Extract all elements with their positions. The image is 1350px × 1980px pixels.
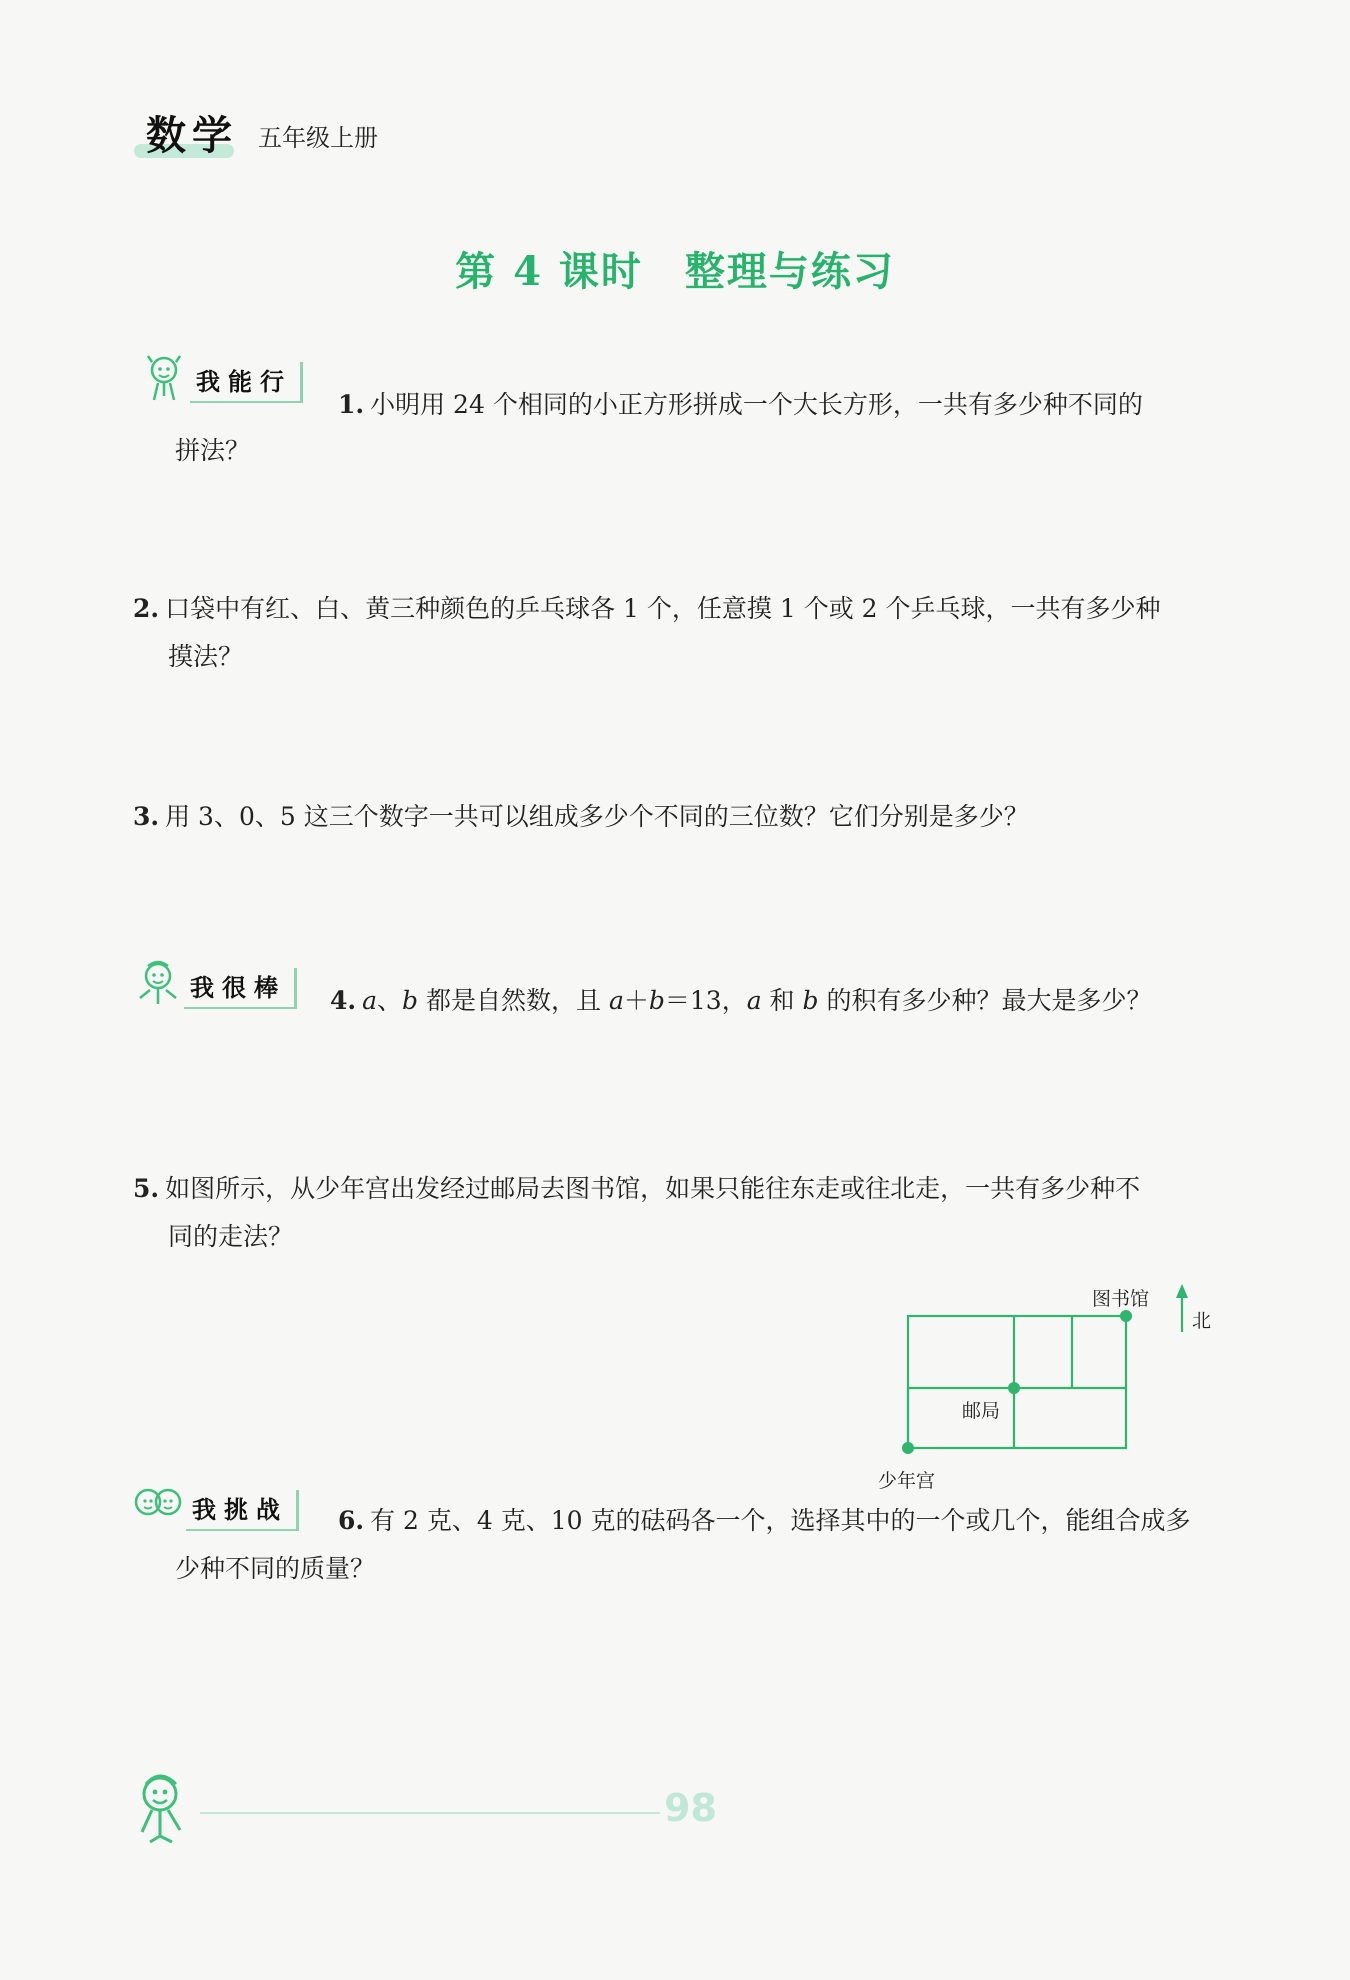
footer-mascot-icon bbox=[128, 1770, 198, 1846]
section-label: 我挑战 bbox=[186, 1490, 299, 1531]
section-label: 我能行 bbox=[190, 362, 303, 403]
cartoon-kid-icon bbox=[140, 352, 190, 412]
north-arrow-icon bbox=[1176, 1284, 1188, 1298]
question-6-line2: 少种不同的质量？ bbox=[175, 1554, 376, 1583]
subject-title: 数学 bbox=[146, 113, 238, 159]
north-label: 北 bbox=[1192, 1310, 1212, 1332]
grid-outline bbox=[908, 1316, 1126, 1448]
lesson-title: 第 4 课时 整理与练习 bbox=[455, 248, 895, 295]
question-1-line2: 拼法？ bbox=[175, 436, 251, 465]
cartoon-kids-icon bbox=[130, 1480, 186, 1540]
question-5-line2: 同的走法？ bbox=[168, 1222, 294, 1251]
section-badge-2 bbox=[134, 958, 297, 1018]
question-5-line1: 5. 如图所示，从少年宫出发经过邮局去图书馆，如果只能往东走或往北走，一共有多少种不 bbox=[133, 1174, 1141, 1203]
grade-label: 五年级上册 bbox=[258, 124, 378, 152]
footer-rule bbox=[200, 1812, 660, 1814]
youth-palace-label: 少年宫 bbox=[878, 1470, 936, 1492]
section-badge-1 bbox=[140, 352, 303, 412]
post-office-label: 邮局 bbox=[962, 1400, 1001, 1422]
library-point bbox=[1120, 1310, 1132, 1322]
question-6-line1: 6. 有 2 克、4 克、10 克的砝码各一个，选择其中的一个或几个，能组合成多 bbox=[338, 1506, 1191, 1535]
question-3: 3. 用 3、0、5 这三个数字一共可以组成多少个不同的三位数？它们分别是多少？ bbox=[133, 802, 1029, 831]
section-label: 我很棒 bbox=[184, 968, 297, 1009]
post-office-point bbox=[1008, 1382, 1020, 1394]
library-label: 图书馆 bbox=[1092, 1288, 1150, 1310]
question-2-line2: 摸法？ bbox=[168, 642, 244, 671]
youth-palace-point bbox=[902, 1442, 914, 1454]
question-4: 4. a、b 都是自然数，且 a＋b＝13，a 和 b 的积有多少种？最大是多少？ bbox=[330, 986, 1152, 1015]
question-2-line1: 2. 口袋中有红、白、黄三种颜色的乒乓球各 1 个，任意摸 1 个或 2 个乒乓球，一共有多少种 bbox=[133, 594, 1161, 623]
cartoon-kid-icon bbox=[134, 958, 184, 1018]
section-badge-3 bbox=[130, 1480, 299, 1540]
page-number: 98 bbox=[664, 1786, 717, 1830]
question-1-line1: 1. 小明用 24 个相同的小正方形拼成一个大长方形，一共有多少种不同的 bbox=[338, 390, 1143, 419]
